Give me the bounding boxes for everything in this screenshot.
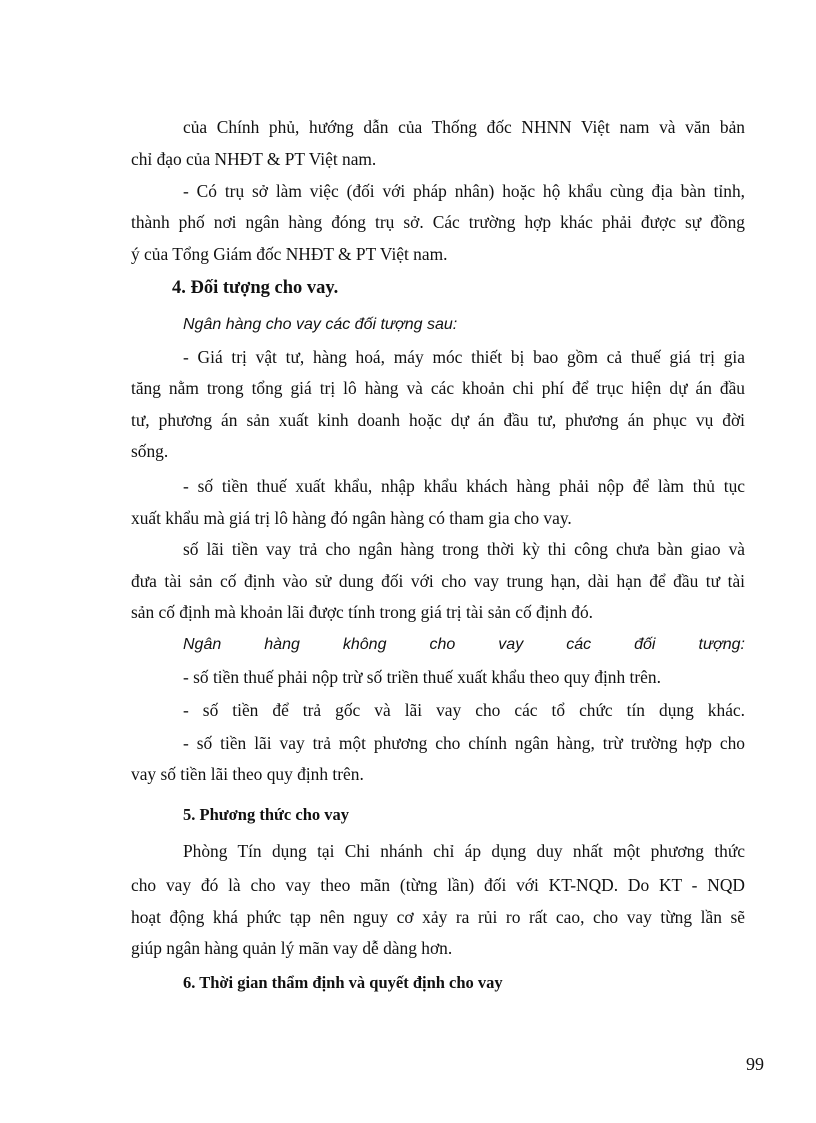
paragraph-line: chỉ đạo của NHĐT & PT Việt nam. xyxy=(131,149,377,169)
paragraph-line: cho vay đó là cho vay theo mãn (từng lần) đối với KT-NQD. Do KT - NQD xyxy=(131,875,745,895)
paragraph-line: đưa tài sản cố định vào sử dung đối với cho vay trung hạn, dài hạn để đầu tư tài xyxy=(131,571,745,591)
paragraph-line: - số tiền thuế phải nộp trừ số triền thuế xuất khẩu theo quy định trên. xyxy=(183,667,661,687)
paragraph-line: của Chính phủ, hướng dẫn của Thống đốc NHNN Việt nam và văn bản xyxy=(183,117,745,137)
paragraph-line: tư, phương án sản xuất kinh doanh hoặc dự án đầu tư, phương án phục vụ đời xyxy=(131,410,745,430)
paragraph-line: - số tiền thuế xuất khẩu, nhập khẩu khách hàng phải nộp để làm thủ tục xyxy=(183,476,745,496)
italic-intro: Ngân hàng không cho vay các đối tượng: xyxy=(183,636,745,653)
paragraph-line: hoạt động khá phức tạp nên nguy cơ xảy ra rủi ro rất cao, cho vay từng lần sẽ xyxy=(131,907,745,927)
paragraph-line: số lãi tiền vay trả cho ngân hàng trong thời kỳ thi công chưa bàn giao và xyxy=(183,539,745,559)
section-heading: 6. Thời gian thẩm định và quyết định cho vay xyxy=(183,973,503,992)
paragraph-line: giúp ngân hàng quản lý mãn vay dễ dàng hơn. xyxy=(131,938,453,958)
paragraph-line: sống. xyxy=(131,441,169,461)
paragraph-line: xuất khẩu mà giá trị lô hàng đó ngân hàng có tham gia cho vay. xyxy=(131,508,572,528)
paragraph-line: ý của Tổng Giám đốc NHĐT & PT Việt nam. xyxy=(131,244,448,264)
italic-intro: Ngân hàng cho vay các đối tượng sau: xyxy=(183,316,458,333)
paragraph-line: vay số tiền lãi theo quy định trên. xyxy=(131,764,364,784)
paragraph-line: - Có trụ sở làm việc (đối với pháp nhân) hoặc hộ khẩu cùng địa bàn tỉnh, xyxy=(183,181,745,201)
paragraph-line: sản cố định mà khoản lãi được tính trong giá trị tài sản cố định đó. xyxy=(131,602,593,622)
section-heading: 5. Phương thức cho vay xyxy=(183,805,349,824)
paragraph-line: - Giá trị vật tư, hàng hoá, máy móc thiết bị bao gồm cả thuế giá trị gia xyxy=(183,347,745,367)
paragraph-line: Phòng Tín dụng tại Chi nhánh chỉ áp dụng duy nhất một phương thức xyxy=(183,841,745,861)
paragraph-line: - số tiền để trả gốc và lãi vay cho các tổ chức tín dụng khác. xyxy=(183,700,745,720)
section-heading: 4. Đối tượng cho vay. xyxy=(172,278,339,298)
paragraph-line: - số tiền lãi vay trả một phương cho chính ngân hàng, trừ trường hợp cho xyxy=(183,733,745,753)
page-number: 99 xyxy=(746,1054,764,1074)
paragraph-line: thành phố nơi ngân hàng đóng trụ sở. Các trường hợp khác phải được sự đồng xyxy=(131,212,745,232)
paragraph-line: tăng nằm trong tổng giá trị lô hàng và các khoản chi phí để trục hiện dự án đầu xyxy=(131,378,745,398)
